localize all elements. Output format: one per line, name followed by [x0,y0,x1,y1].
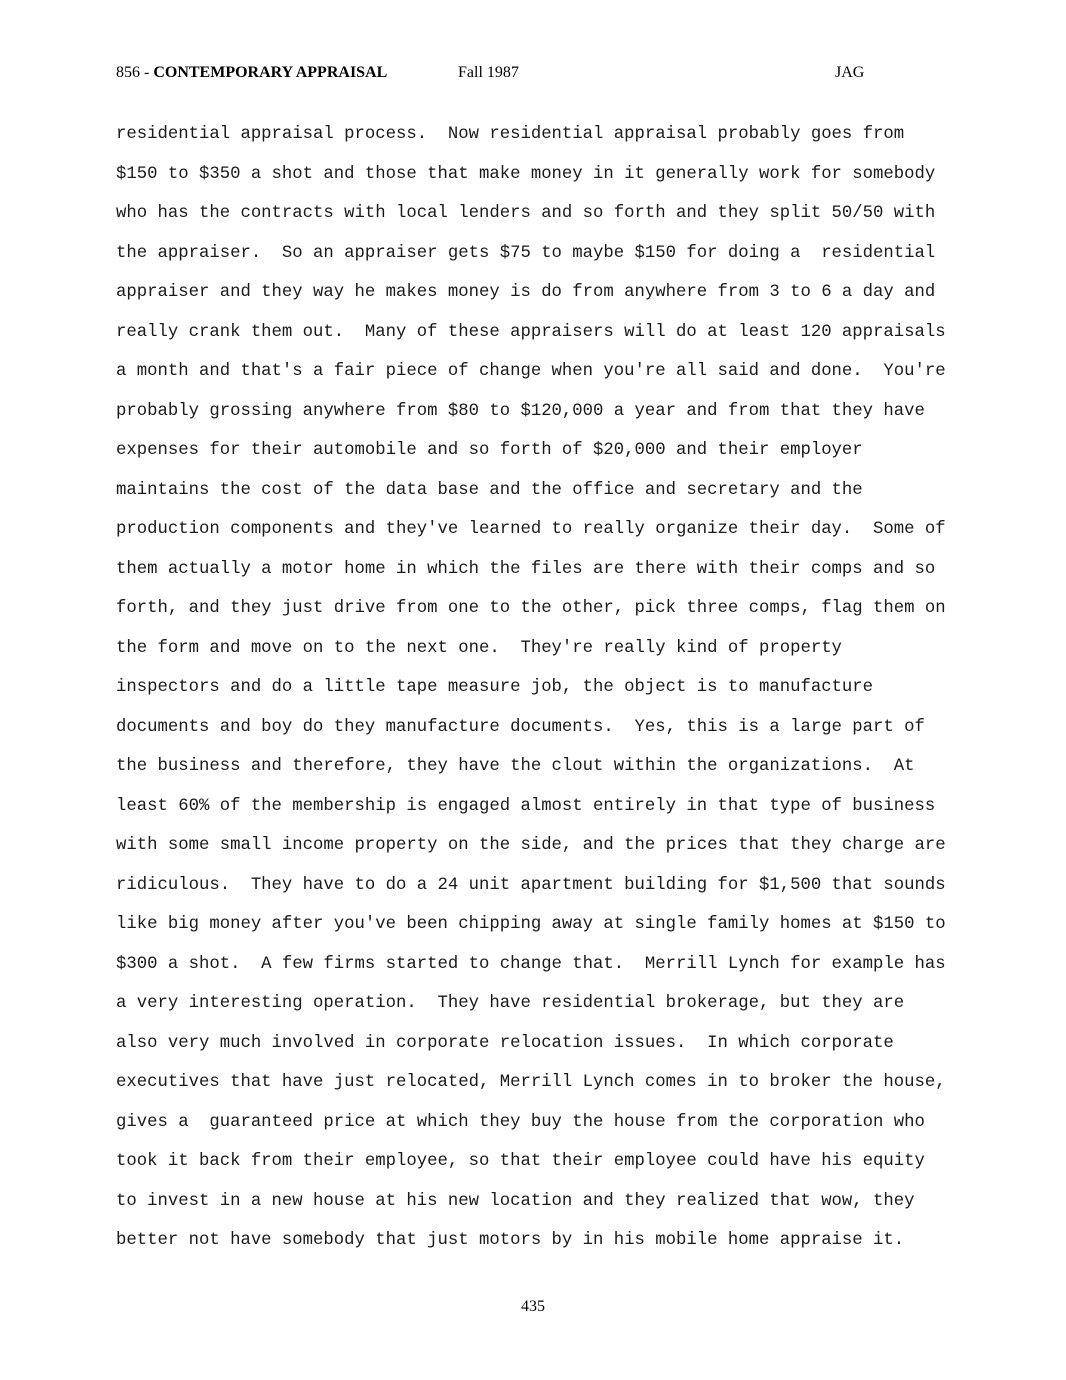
text-line: the appraiser. So an appraiser gets $75 to maybe $150 for doing a residential [116,243,936,263]
text-line: ridiculous. They have to do a 24 unit apartment building for $1,500 that sounds [116,875,946,895]
text-line: really crank them out. Many of these appraisers will do at least 120 appraisals [116,322,946,342]
page-number: 435 [521,1298,545,1315]
text-line: the business and therefore, they have the clout within the organizations. At [116,757,915,776]
text-line: residential appraisal process. Now residential appraisal probably goes from [116,125,905,144]
text-line: with some small income property on the side, and the prices that they charge are [116,836,946,855]
text-line: also very much involved in corporate relocation issues. In which corporate [116,1033,894,1053]
text-line: better not have somebody that just motors by in his mobile home appraise it. [116,1231,905,1250]
transcript-body [116,115,996,1261]
text-line: inspectors and do a little tape measure job, the object is to manufacture [116,678,874,697]
text-line: documents and boy do they manufacture documents. Yes, this is a large part of [116,717,925,737]
course-title: CONTEMPORARY APPRAISAL [153,64,388,81]
page-header [116,62,876,84]
text-line: like big money after you've been chipping away at single family homes at $150 to [116,915,946,934]
text-line: least 60% of the membership is engaged almost entirely in that type of business [116,796,936,816]
text-line: forth, and they just drive from one to the other, pick three comps, flag them on [116,599,946,618]
text-line: them actually a motor home in which the files are there with their comps and so [116,559,936,579]
header-term: Fall 1987 [458,64,519,81]
course-number: 856 - [116,64,154,81]
text-line: who has the contracts with local lenders and so forth and they split 50/50 with [116,204,936,223]
header-initials: JAG [835,64,865,81]
text-line: $150 to $350 a shot and those that make money in it generally work for somebody [116,164,936,184]
header-course [116,62,387,84]
text-line: probably grossing anywhere from $80 to $120,000 a year and from that they have [116,401,925,421]
text-line: production components and they've learned to really organize their day. Some of [116,520,946,539]
text-line: a very interesting operation. They have residential brokerage, but they are [116,994,905,1013]
text-line: the form and move on to the next one. They're really kind of property [116,638,842,658]
text-line: appraiser and they way he makes money is do from anywhere from 3 to 6 a day and [116,283,936,302]
text-line: to invest in a new house at his new location and they realized that wow, they [116,1191,915,1211]
text-line: $300 a shot. A few firms started to change that. Merrill Lynch for example has [116,954,946,974]
text-line: gives a guaranteed price at which they buy the house from the corporation who [116,1112,925,1132]
text-line: executives that have just relocated, Merrill Lynch comes in to broker the house, [116,1073,946,1092]
text-line: a month and that's a fair piece of change when you're all said and done. You're [116,362,946,381]
text-line: expenses for their automobile and so forth of $20,000 and their employer [116,441,863,460]
text-line: maintains the cost of the data base and the office and secretary and the [116,480,863,500]
text-line: took it back from their employee, so that their employee could have his equity [116,1152,925,1171]
